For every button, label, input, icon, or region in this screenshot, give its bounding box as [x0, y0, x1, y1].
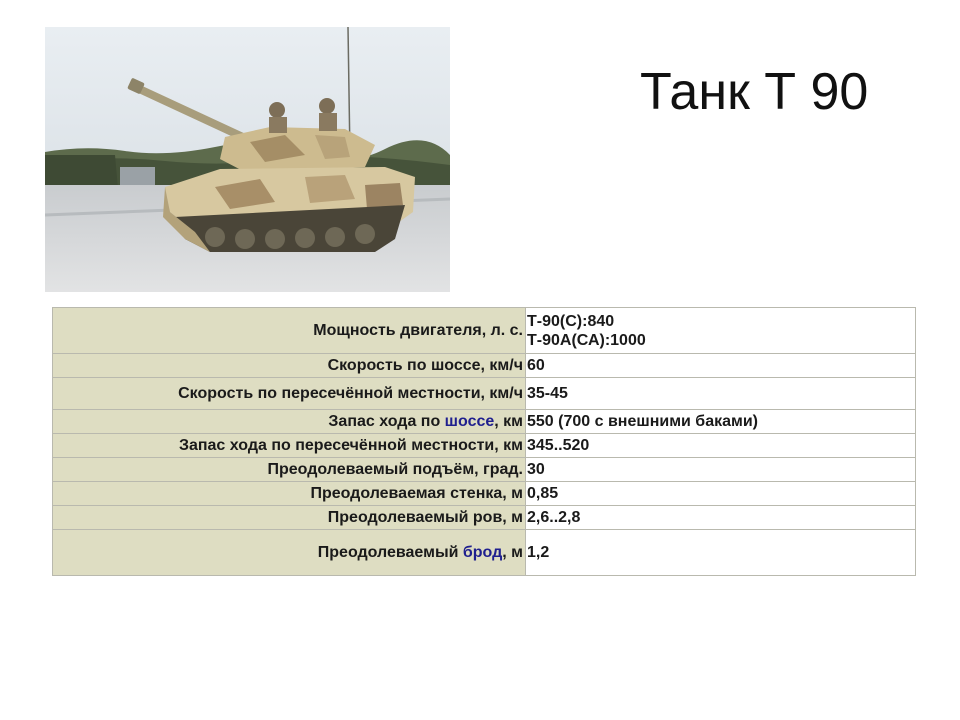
- specs-table: [52, 307, 916, 576]
- spec-value: 35-45: [526, 378, 916, 410]
- spec-value: 1,2: [526, 530, 916, 576]
- spec-label: [53, 530, 526, 576]
- spec-label: Преодолеваемый ров, м: [53, 506, 526, 530]
- ford-link[interactable]: брод: [462, 544, 503, 561]
- spec-label: Скорость по шоссе, км/ч: [53, 354, 526, 378]
- spec-value: 345..520: [526, 434, 916, 458]
- spec-label-text: , км: [494, 413, 523, 430]
- spec-label: [53, 410, 526, 434]
- table-row: [53, 308, 916, 354]
- spec-label-text: , м: [502, 544, 523, 561]
- table-row: [53, 434, 916, 458]
- spec-label: Запас хода по пересечённой местности, км: [53, 434, 526, 458]
- spec-label-text: Запас хода по: [328, 413, 445, 430]
- tank-photo: [45, 27, 450, 292]
- table-row: [53, 354, 916, 378]
- table-row: [53, 530, 916, 576]
- slide-title: Танк Т 90: [640, 63, 869, 121]
- spec-label: Мощность двигателя, л. с.: [53, 308, 526, 354]
- spec-value: 60: [526, 354, 916, 378]
- spec-label: Преодолеваемая стенка, м: [53, 482, 526, 506]
- table-row: [53, 458, 916, 482]
- spec-value-line: Т-90А(СА):1000: [527, 331, 646, 349]
- spec-value: 550 (700 с внешними баками): [526, 410, 916, 434]
- spec-value: 0,85: [526, 482, 916, 506]
- spec-label: Преодолеваемый подъём, град.: [53, 458, 526, 482]
- spec-value: 2,6..2,8: [526, 506, 916, 530]
- table-row: [53, 506, 916, 530]
- spec-value-line: Т-90(С):840: [527, 312, 615, 330]
- table-row: [53, 378, 916, 410]
- table-row: [53, 482, 916, 506]
- spec-label-text: Преодолеваемый: [317, 544, 463, 561]
- spec-value: 30: [526, 458, 916, 482]
- spec-value: [526, 308, 916, 354]
- highway-link[interactable]: шоссе: [444, 413, 495, 430]
- table-row: [53, 410, 916, 434]
- spec-label: Скорость по пересечённой местности, км/ч: [53, 378, 526, 410]
